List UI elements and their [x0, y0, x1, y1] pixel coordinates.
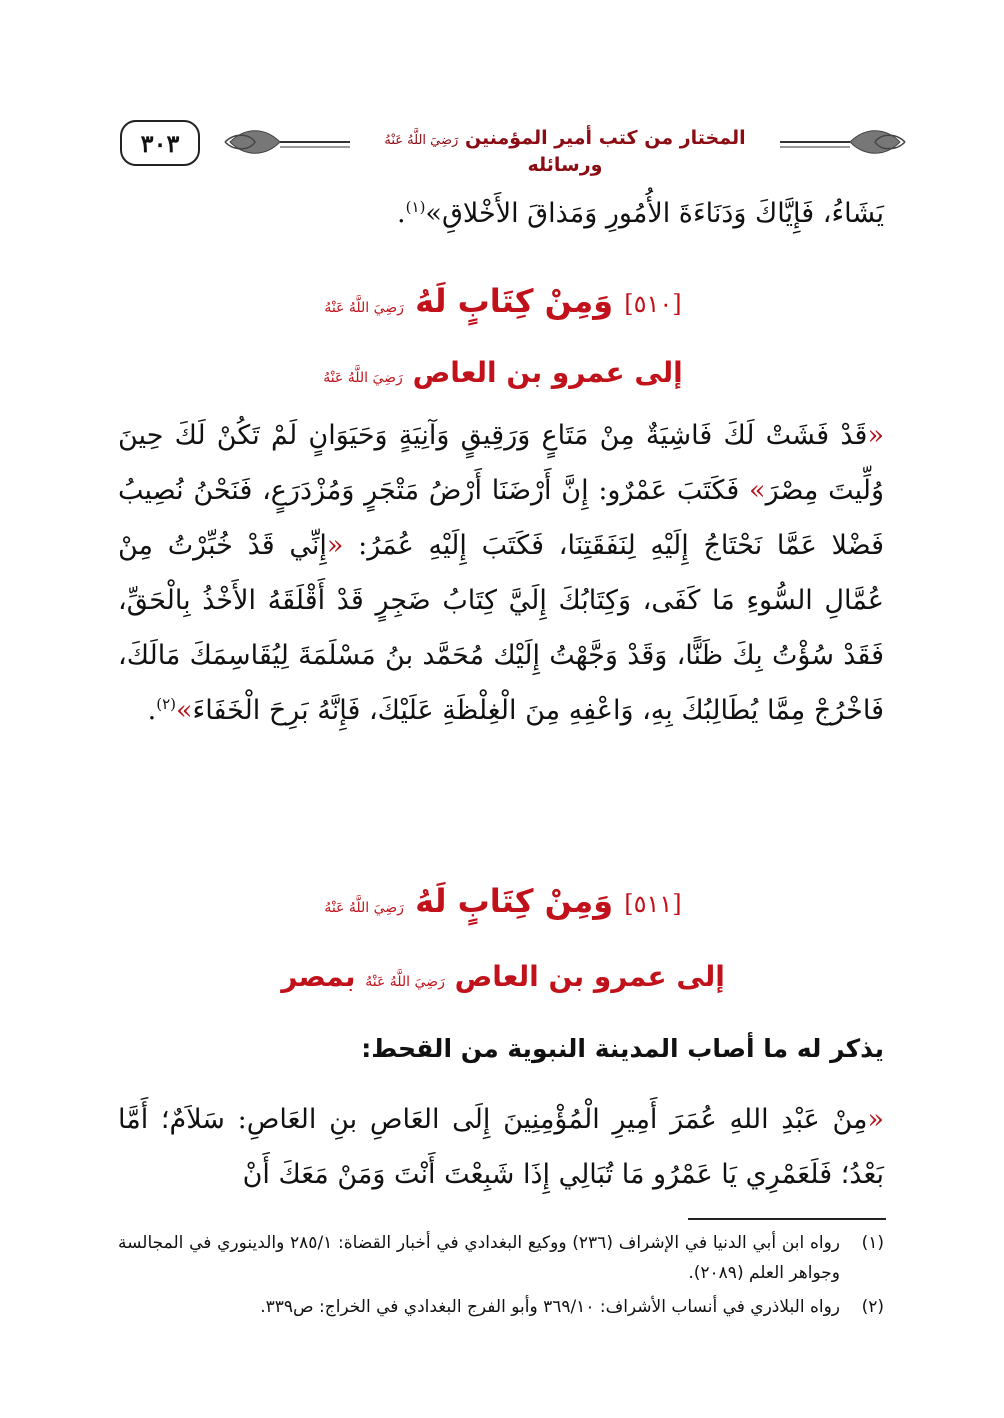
- recipient-honorific: رَضِيَ اللَّهُ عَنْهُ: [365, 974, 445, 990]
- page-number: ٣٠٣: [120, 120, 200, 166]
- footnote-text: رواه ابن أبي الدنيا في الإشراف (٢٣٦) ووكيع البغدادي في أخبار القضاة: ٢٨٥/١ والدينوري في المجالسة وجواهر العلم (٢٠٨٩).: [118, 1233, 840, 1283]
- footnotes: [118, 1228, 884, 1322]
- page-header: [120, 120, 920, 180]
- quote-mark: «: [867, 420, 884, 451]
- recipient-text: إلى عمرو بن العاص: [412, 356, 683, 389]
- footnote-number: (٢): [861, 1297, 884, 1317]
- footnote-ref-2: (٢): [156, 695, 176, 713]
- opening-paragraph: [118, 186, 884, 241]
- sentence-end: .: [397, 198, 406, 229]
- quote-text: إِنِّي قَدْ خُبِّرْتُ مِنْ عُمَّالِ السُّوءِ مَا كَفَى، وَكِتَابُكَ إِلَيَّ كِتَابُ ضَجِرٍ قَدْ أَقْلَقَهُ الأَخْذُ بِالْحَقِّ، فَقَدْ سُؤْتُ بِكَ ظَنًّا، وَقَدْ وَجَّهْتُ إِلَيْك مُحَمَّد بنُ مَسْلَمَةَ لِيُقَاسِمَكَ مَالَكَ، فَاخْرُجْ مِمَّا يُطَالِبُكَ بِهِ، وَاعْفِهِ مِنَ الْغِلْظَةِ عَلَيْكَ، فَإِنَّهُ بَرِحَ الْخَفَاءَ: [118, 530, 884, 726]
- section-honorific: رَضِيَ اللَّهُ عَنْهُ: [324, 300, 404, 316]
- recipient-honorific: رَضِيَ اللَّهُ عَنْهُ: [323, 370, 403, 386]
- section-number: [٥١١]: [624, 890, 682, 918]
- section-510-body: [118, 408, 884, 738]
- footnote-ref-1: (١): [405, 198, 426, 216]
- section-number: [٥١٠]: [624, 290, 682, 318]
- recipient-suffix: بمصر: [281, 960, 356, 993]
- recipient-text: إلى عمرو بن العاص: [454, 960, 725, 993]
- footnote-number: (١): [861, 1233, 884, 1253]
- running-header-title: [350, 126, 780, 177]
- footnote-text: رواه البلاذري في أنساب الأشراف: ٣٦٩/١٠ وأبو الفرج البغدادي في الخراج: ص٣٣٩.: [260, 1297, 840, 1317]
- section-title: وَمِنْ كِتَابٍ لَهُ: [415, 882, 614, 920]
- quote-mark: »: [175, 695, 193, 726]
- footnote-2: [118, 1292, 884, 1322]
- sentence-end: .: [147, 695, 157, 726]
- section-honorific: رَضِيَ اللَّهُ عَنْهُ: [324, 900, 404, 916]
- header-title-text: المختار من كتب أمير المؤمنين: [464, 127, 746, 149]
- section-title: وَمِنْ كِتَابٍ لَهُ: [415, 282, 614, 320]
- quote-mark: »: [749, 475, 766, 506]
- narrative-text: فَكَتَبَ عَمْرٌو: إِنَّ أَرْضَنَا أَرْضُ مَتْجَرٍ وَمُزْدَرَعٍ، فَنَحْنُ نُصِيبُ فَضْلا عَمَّا نَحْتَاجُ إِلَيْهِ لِنَفَقَتِنَا، فَكَتَبَ إِلَيْهِ عُمَرُ:: [118, 475, 884, 561]
- footnote-1: [118, 1228, 884, 1288]
- section-510-heading: [120, 282, 886, 320]
- quote-mark: «: [326, 530, 344, 561]
- quote-mark: «: [867, 1104, 884, 1135]
- quote-text: قَدْ فَشَتْ لَكَ فَاشِيَةٌ مِنْ مَتَاعٍ وَرَقِيقٍ وَآنِيَةٍ وَحَيَوَانٍ لَمْ تَكُنْ لَكَ حِينَ وُلِّيتَ مِصْرَ: [118, 420, 885, 506]
- footnote-divider: [688, 1218, 886, 1220]
- section-511-heading: [120, 882, 886, 920]
- quote-text: مِنْ عَبْدِ اللهِ عُمَرَ أَمِيرِ الْمُؤْمِنِينَ إِلَى العَاصِ بنِ العَاصِ: سَلاَمٌ؛ أَمَّا بَعْدُ؛ فَلَعَمْرِي يَا عَمْرُو مَا تُبَالِي إِذَا شَبِعْتَ أَنْتَ وَمَنْ مَعَكَ أَنْ: [118, 1104, 884, 1190]
- header-title-suffix: ورسائله: [527, 154, 603, 176]
- opening-text: يَشَاءُ، فَإِيَّاكَ وَدَنَاءَةَ الأُمُورِ وَمَذاقَ الأَخْلاقِ»: [425, 198, 884, 229]
- header-honorific: رَضِيَ اللَّهُ عَنْهُ: [384, 133, 459, 148]
- section-511-body: [118, 1092, 884, 1202]
- section-510-recipient: [120, 356, 886, 389]
- section-511-subheading: يذكر له ما أصاب المدينة النبوية من القحط:: [361, 1034, 884, 1063]
- section-511-recipient: [120, 960, 886, 993]
